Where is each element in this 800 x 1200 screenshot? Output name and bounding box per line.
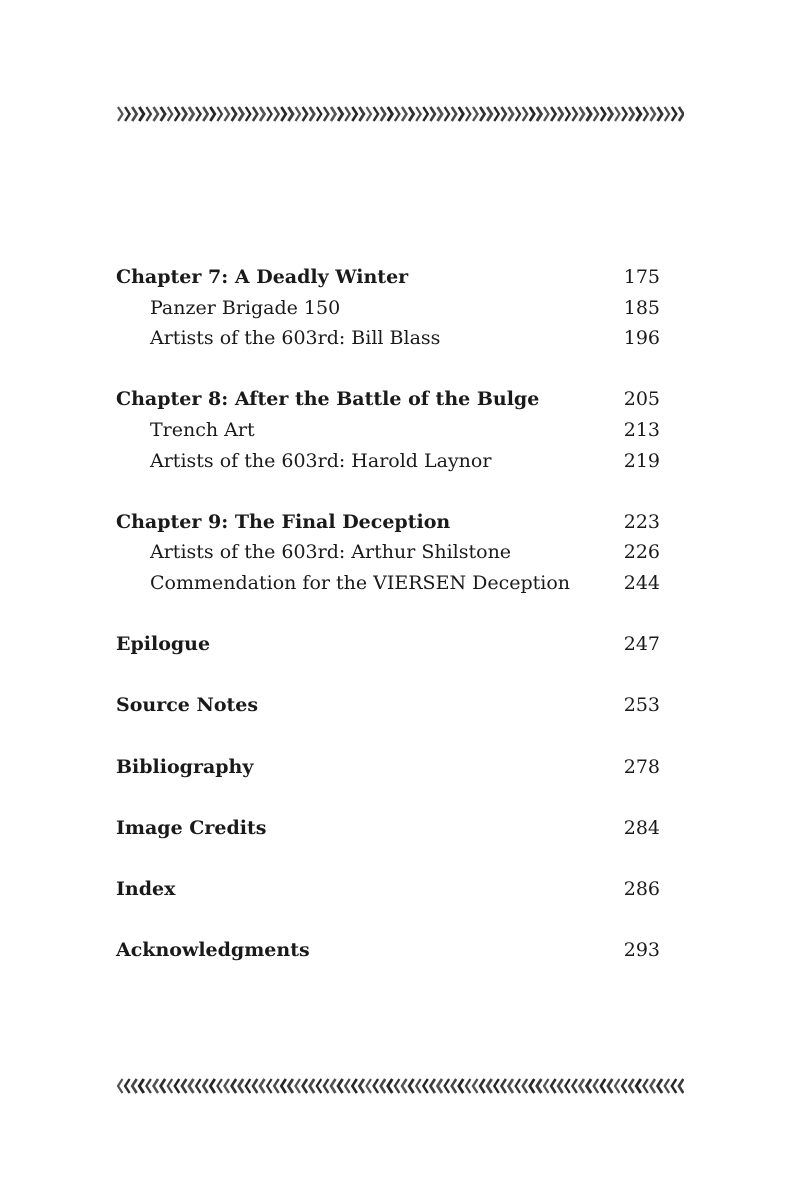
chevron-mark bbox=[459, 107, 464, 121]
chevron-mark bbox=[303, 107, 308, 121]
chevron-mark bbox=[608, 1079, 613, 1093]
toc-entry-section[interactable] bbox=[116, 568, 660, 599]
chevron-mark bbox=[587, 107, 592, 121]
toc-entry-title: Epilogue bbox=[116, 633, 211, 656]
chevron-mark bbox=[643, 107, 648, 121]
chevron-mark bbox=[310, 1079, 315, 1093]
chevron-mark bbox=[672, 107, 677, 121]
toc-group-acknowledgments bbox=[116, 935, 660, 966]
chevron-mark bbox=[139, 1079, 144, 1093]
chevron-mark bbox=[217, 1079, 222, 1093]
toc-entry-chapter[interactable] bbox=[116, 384, 660, 415]
chevron-mark bbox=[530, 107, 535, 121]
chevron-mark bbox=[288, 107, 293, 121]
chevron-mark bbox=[118, 107, 123, 121]
chevron-mark bbox=[253, 1079, 258, 1093]
chevron-mark bbox=[388, 107, 393, 121]
chevron-mark bbox=[501, 1079, 506, 1093]
chevron-mark bbox=[473, 107, 478, 121]
chevron-mark bbox=[317, 1079, 322, 1093]
chevron-mark bbox=[274, 1079, 279, 1093]
chevron-mark bbox=[430, 107, 435, 121]
chevron-mark bbox=[452, 107, 457, 121]
toc-entry-chapter[interactable] bbox=[116, 262, 660, 293]
chevron-mark bbox=[381, 107, 386, 121]
chevron-mark bbox=[445, 1079, 450, 1093]
chevron-mark bbox=[225, 1079, 230, 1093]
chevron-mark bbox=[260, 107, 265, 121]
toc-entry-title: Artists of the 603rd: Bill Blass bbox=[150, 327, 441, 350]
chevron-mark bbox=[267, 107, 272, 121]
chevron-mark bbox=[267, 1079, 272, 1093]
toc-entry-page: 247 bbox=[623, 633, 660, 656]
chevron-mark bbox=[225, 107, 230, 121]
toc-group-source-notes bbox=[116, 690, 660, 721]
chevron-mark bbox=[381, 1079, 386, 1093]
chevron-mark bbox=[516, 107, 521, 121]
toc-entry-image-credits[interactable] bbox=[116, 813, 660, 844]
chevron-mark bbox=[395, 107, 400, 121]
chevron-mark bbox=[324, 107, 329, 121]
toc-entry-page: 226 bbox=[623, 541, 660, 564]
toc-entry-epilogue[interactable] bbox=[116, 629, 660, 660]
toc-entry-page: 293 bbox=[623, 939, 660, 962]
toc-group-bibliography bbox=[116, 752, 660, 783]
chevron-mark bbox=[246, 1079, 251, 1093]
top-chevron-border bbox=[116, 104, 684, 124]
chevron-mark bbox=[146, 1079, 151, 1093]
chevron-mark bbox=[558, 107, 563, 121]
toc-entry-page: 213 bbox=[623, 418, 660, 441]
toc-entry-page: 223 bbox=[623, 510, 660, 533]
toc-entry-page: 284 bbox=[623, 816, 660, 839]
chevron-mark bbox=[651, 1079, 656, 1093]
chevron-mark bbox=[338, 107, 343, 121]
toc-entry-page: 185 bbox=[623, 296, 660, 319]
chevron-mark bbox=[594, 107, 599, 121]
chevron-mark bbox=[352, 107, 357, 121]
chevron-mark bbox=[125, 1079, 130, 1093]
chevron-mark bbox=[125, 107, 130, 121]
chevron-mark bbox=[374, 1079, 379, 1093]
chevron-mark bbox=[487, 1079, 492, 1093]
chevron-mark bbox=[331, 107, 336, 121]
chevron-mark bbox=[636, 1079, 641, 1093]
chevron-mark bbox=[416, 107, 421, 121]
toc-entry-page: 278 bbox=[623, 755, 660, 778]
chevron-mark bbox=[551, 107, 556, 121]
chevron-mark bbox=[615, 107, 620, 121]
toc-entry-title: Panzer Brigade 150 bbox=[150, 296, 341, 319]
chevron-mark bbox=[466, 1079, 471, 1093]
chevron-mark bbox=[118, 1079, 123, 1093]
table-of-contents bbox=[116, 262, 660, 996]
chevron-mark bbox=[154, 1079, 159, 1093]
toc-entry-page: 253 bbox=[623, 694, 660, 717]
toc-group-image-credits bbox=[116, 813, 660, 844]
chevron-mark bbox=[409, 107, 414, 121]
chevron-mark bbox=[665, 107, 670, 121]
chevron-mark bbox=[487, 107, 492, 121]
chevron-mark bbox=[310, 107, 315, 121]
chevron-mark bbox=[345, 1079, 350, 1093]
toc-entry-title: Artists of the 603rd: Arthur Shilstone bbox=[150, 541, 512, 564]
chevron-mark bbox=[132, 107, 137, 121]
chevron-mark bbox=[232, 1079, 237, 1093]
chevron-mark bbox=[260, 1079, 265, 1093]
chevron-mark bbox=[523, 107, 528, 121]
chevron-mark bbox=[679, 107, 684, 121]
chevron-mark bbox=[679, 1079, 684, 1093]
chevron-mark bbox=[494, 107, 499, 121]
chevron-mark bbox=[672, 1079, 677, 1093]
chevron-mark bbox=[253, 107, 258, 121]
chevron-mark bbox=[572, 1079, 577, 1093]
toc-entry-section[interactable] bbox=[116, 446, 660, 477]
toc-group-chapter-8 bbox=[116, 384, 660, 476]
chevron-mark bbox=[168, 107, 173, 121]
chevron-mark bbox=[622, 1079, 627, 1093]
chevron-mark bbox=[565, 1079, 570, 1093]
toc-group-chapter-7 bbox=[116, 262, 660, 354]
chevron-mark bbox=[516, 1079, 521, 1093]
toc-entry-title: Index bbox=[116, 877, 176, 900]
chevron-mark bbox=[168, 1079, 173, 1093]
chevron-mark bbox=[324, 1079, 329, 1093]
chevron-mark bbox=[537, 1079, 542, 1093]
chevron-mark bbox=[494, 1079, 499, 1093]
chevron-mark bbox=[445, 107, 450, 121]
chevron-mark bbox=[572, 107, 577, 121]
chevron-mark bbox=[189, 1079, 194, 1093]
chevron-mark bbox=[580, 1079, 585, 1093]
chevron-mark bbox=[331, 1079, 336, 1093]
chevron-mark bbox=[281, 1079, 286, 1093]
chevron-mark bbox=[217, 107, 222, 121]
toc-entry-title: Artists of the 603rd: Harold Laynor bbox=[150, 449, 492, 472]
toc-entry-page: 196 bbox=[623, 327, 660, 350]
chevron-mark bbox=[438, 107, 443, 121]
toc-entry-title: Acknowledgments bbox=[116, 939, 310, 962]
chevron-mark bbox=[544, 1079, 549, 1093]
chevron-mark bbox=[196, 1079, 201, 1093]
chevron-mark bbox=[402, 107, 407, 121]
toc-entry-title: Source Notes bbox=[116, 694, 259, 717]
chevron-mark bbox=[629, 1079, 634, 1093]
chevron-mark bbox=[281, 107, 286, 121]
toc-entry-bibliography[interactable] bbox=[116, 752, 660, 783]
chevron-mark bbox=[175, 107, 180, 121]
chevron-mark bbox=[154, 107, 159, 121]
chevron-mark bbox=[395, 1079, 400, 1093]
chevron-mark bbox=[345, 107, 350, 121]
chevron-mark bbox=[480, 1079, 485, 1093]
chevron-mark bbox=[544, 107, 549, 121]
chevron-mark bbox=[303, 1079, 308, 1093]
toc-entry-acknowledgments[interactable] bbox=[116, 935, 660, 966]
chevron-mark bbox=[658, 1079, 663, 1093]
toc-entry-title: Chapter 9: The Final Deception bbox=[116, 510, 451, 533]
chevron-mark bbox=[210, 107, 215, 121]
chevron-mark bbox=[274, 107, 279, 121]
chevron-mark bbox=[601, 1079, 606, 1093]
chevron-mark bbox=[196, 107, 201, 121]
toc-entry-source-notes[interactable] bbox=[116, 690, 660, 721]
chevron-mark bbox=[210, 1079, 215, 1093]
chevron-mark bbox=[182, 1079, 187, 1093]
chevron-mark bbox=[359, 1079, 364, 1093]
chevron-mark bbox=[239, 1079, 244, 1093]
chevron-mark bbox=[317, 107, 322, 121]
toc-entry-title: Bibliography bbox=[116, 755, 254, 778]
chevron-mark bbox=[288, 1079, 293, 1093]
chevron-mark bbox=[416, 1079, 421, 1093]
chevron-mark bbox=[402, 1079, 407, 1093]
chevron-mark bbox=[501, 107, 506, 121]
chevron-mark bbox=[203, 1079, 208, 1093]
toc-entry-title: Trench Art bbox=[150, 418, 255, 441]
chevron-mark bbox=[139, 107, 144, 121]
chevron-mark bbox=[359, 107, 364, 121]
chevron-mark bbox=[601, 107, 606, 121]
toc-entry-chapter[interactable] bbox=[116, 507, 660, 538]
chevron-mark bbox=[558, 1079, 563, 1093]
chevron-mark bbox=[146, 107, 151, 121]
chevron-mark bbox=[132, 1079, 137, 1093]
chevron-mark bbox=[423, 107, 428, 121]
chevron-mark bbox=[629, 107, 634, 121]
chevron-mark bbox=[246, 107, 251, 121]
chevron-mark bbox=[352, 1079, 357, 1093]
toc-entry-title: Image Credits bbox=[116, 816, 267, 839]
chevron-mark bbox=[651, 107, 656, 121]
toc-entry-section[interactable] bbox=[116, 293, 660, 324]
chevron-mark bbox=[296, 1079, 301, 1093]
chevron-mark bbox=[430, 1079, 435, 1093]
chevron-mark bbox=[189, 107, 194, 121]
chevron-mark bbox=[509, 107, 514, 121]
toc-entry-page: 286 bbox=[623, 877, 660, 900]
chevron-mark bbox=[643, 1079, 648, 1093]
toc-entry-title: Chapter 8: After the Battle of the Bulge bbox=[116, 388, 540, 411]
chevron-mark bbox=[658, 107, 663, 121]
chevron-mark bbox=[580, 107, 585, 121]
chevron-mark bbox=[452, 1079, 457, 1093]
chevron-mark bbox=[203, 107, 208, 121]
chevron-mark bbox=[388, 1079, 393, 1093]
chevron-mark bbox=[537, 107, 542, 121]
chevron-mark bbox=[374, 107, 379, 121]
chevron-mark bbox=[232, 107, 237, 121]
chevron-mark bbox=[239, 107, 244, 121]
chevron-mark bbox=[473, 1079, 478, 1093]
toc-entry-section[interactable] bbox=[116, 415, 660, 446]
chevron-mark bbox=[523, 1079, 528, 1093]
chevron-mark bbox=[565, 107, 570, 121]
chevron-mark bbox=[665, 1079, 670, 1093]
chevron-mark bbox=[175, 1079, 180, 1093]
chevron-mark bbox=[466, 107, 471, 121]
bottom-chevron-border bbox=[116, 1076, 684, 1096]
toc-entry-section[interactable] bbox=[116, 323, 660, 354]
toc-entry-title: Commendation for the VIERSEN Deception bbox=[150, 571, 571, 594]
chevron-mark bbox=[551, 1079, 556, 1093]
chevron-mark bbox=[480, 107, 485, 121]
chevron-mark bbox=[622, 107, 627, 121]
chevron-mark bbox=[594, 1079, 599, 1093]
chevron-mark bbox=[509, 1079, 514, 1093]
chevron-mark bbox=[296, 107, 301, 121]
chevron-mark bbox=[615, 1079, 620, 1093]
chevron-mark bbox=[459, 1079, 464, 1093]
chevron-mark bbox=[438, 1079, 443, 1093]
chevron-mark bbox=[423, 1079, 428, 1093]
chevron-mark bbox=[530, 1079, 535, 1093]
chevron-mark bbox=[409, 1079, 414, 1093]
toc-group-epilogue bbox=[116, 629, 660, 660]
toc-entry-page: 205 bbox=[623, 388, 660, 411]
chevron-mark bbox=[636, 107, 641, 121]
chevron-mark bbox=[367, 107, 372, 121]
toc-entry-page: 244 bbox=[623, 571, 660, 594]
chevron-mark bbox=[587, 1079, 592, 1093]
toc-group-index bbox=[116, 874, 660, 905]
toc-entry-section[interactable] bbox=[116, 537, 660, 568]
chevron-mark bbox=[367, 1079, 372, 1093]
toc-group-chapter-9 bbox=[116, 507, 660, 599]
chevron-mark bbox=[182, 107, 187, 121]
toc-entry-index[interactable] bbox=[116, 874, 660, 905]
chevron-mark bbox=[161, 1079, 166, 1093]
toc-entry-page: 219 bbox=[623, 449, 660, 472]
toc-entry-title: Chapter 7: A Deadly Winter bbox=[116, 266, 409, 288]
chevron-mark bbox=[161, 107, 166, 121]
toc-entry-page: 175 bbox=[623, 266, 660, 288]
chevron-mark bbox=[338, 1079, 343, 1093]
chevron-mark bbox=[608, 107, 613, 121]
